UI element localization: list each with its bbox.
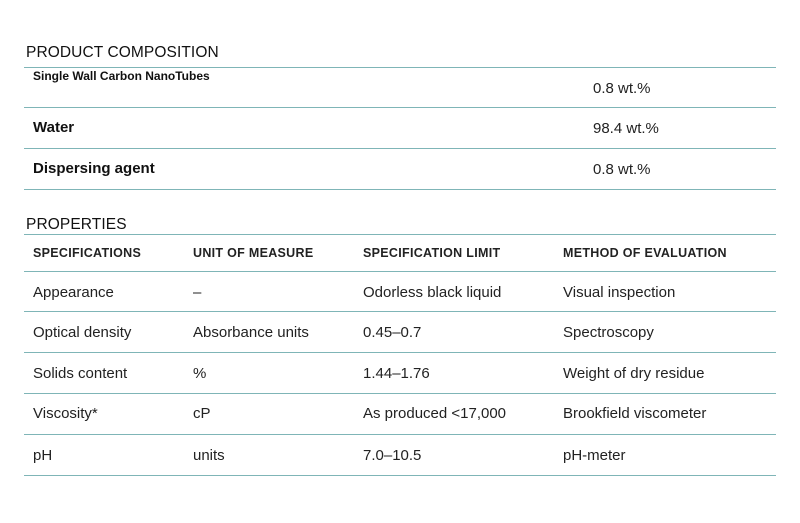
cell-specification: Solids content (33, 365, 128, 382)
cell-specification: Optical density (33, 324, 132, 341)
properties-title: PROPERTIES (26, 216, 127, 233)
table-row (24, 311, 776, 351)
row-divider (24, 393, 776, 394)
cell-limit: 7.0–10.5 (363, 447, 422, 464)
composition-name: Water (33, 119, 75, 136)
composition-title: PRODUCT COMPOSITION (26, 44, 219, 61)
header-unit-of-measure: UNIT OF MEASURE (193, 246, 314, 260)
composition-name: Dispersing agent (33, 160, 155, 177)
composition-value: 98.4 wt.% (593, 120, 659, 137)
cell-unit: units (193, 447, 225, 464)
cell-unit: Absorbance units (193, 324, 309, 341)
cell-unit: – (193, 284, 202, 301)
table-header-row (24, 234, 776, 274)
cell-method: Visual inspection (563, 284, 676, 301)
table-row (24, 392, 776, 432)
composition-name: Single Wall Carbon NanoTubes (33, 69, 210, 83)
composition-row (24, 148, 776, 189)
cell-limit: 1.44–1.76 (363, 365, 430, 382)
composition-value: 0.8 wt.% (593, 161, 651, 178)
cell-method: Spectroscopy (563, 324, 654, 341)
properties-bottom-rule (24, 475, 776, 476)
cell-method: pH-meter (563, 447, 626, 464)
cell-limit: 0.45–0.7 (363, 324, 422, 341)
table-row (24, 271, 776, 311)
cell-specification: pH (33, 447, 53, 464)
row-divider (24, 434, 776, 435)
row-divider (24, 311, 776, 312)
composition-row (24, 67, 776, 108)
cell-unit: cP (193, 405, 211, 422)
composition-bottom-rule (24, 189, 776, 190)
cell-limit: Odorless black liquid (363, 284, 502, 301)
cell-specification: Appearance (33, 284, 114, 301)
table-row (24, 434, 776, 474)
composition-row (24, 107, 776, 148)
header-specifications: SPECIFICATIONS (33, 246, 142, 260)
row-divider (24, 352, 776, 353)
cell-unit: % (193, 365, 207, 382)
cell-method: Weight of dry residue (563, 365, 705, 382)
cell-method: Brookfield viscometer (563, 405, 707, 422)
composition-value: 0.8 wt.% (593, 80, 651, 97)
header-method-of-evaluation: METHOD OF EVALUATION (563, 246, 727, 260)
cell-specification: Viscosity* (33, 405, 98, 422)
header-specification-limit: SPECIFICATION LIMIT (363, 246, 501, 260)
cell-limit: As produced <17,000 (363, 405, 507, 422)
table-row (24, 352, 776, 392)
